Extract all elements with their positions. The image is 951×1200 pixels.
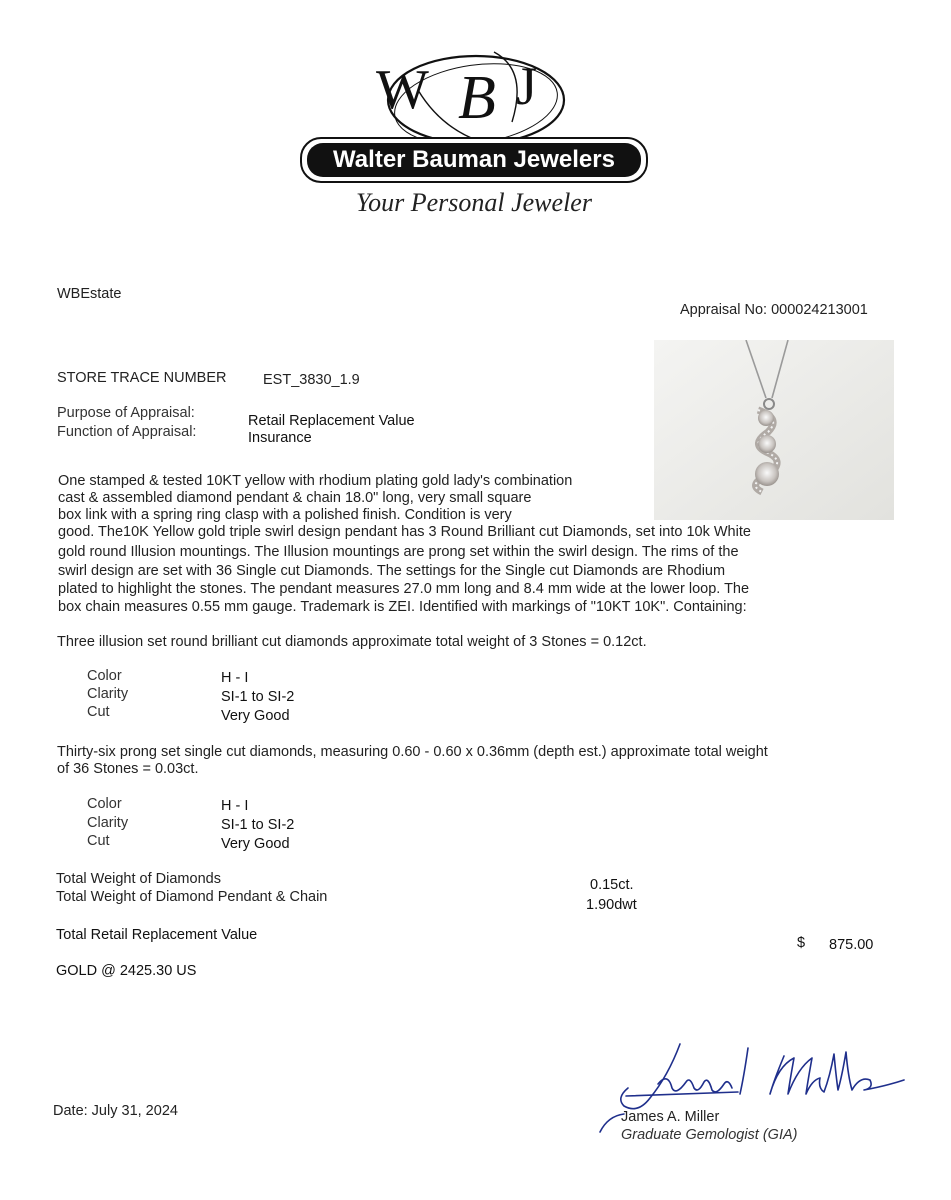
stones2-cut-label: Cut <box>87 833 110 849</box>
purpose-label: Purpose of Appraisal: <box>57 405 195 421</box>
description-line-8: box chain measures 0.55 mm gauge. Trademark is ZEI. Identified with markings of "10KT 10K". Containing: <box>58 599 747 615</box>
stones2-description-line-2: of 36 Stones = 0.03ct. <box>57 761 199 777</box>
purpose-value: Retail Replacement Value <box>248 413 415 429</box>
total-retail-value-label: Total Retail Replacement Value <box>56 927 258 943</box>
currency-symbol: $ <box>797 935 806 951</box>
total-diamond-weight-value: 0.15ct. <box>590 877 634 893</box>
description-line-7: plated to highlight the stones. The pendant measures 27.0 mm long and 8.4 mm wide at the lower loop. The <box>58 581 750 597</box>
stones2-description-line-1: Thirty-six prong set single cut diamonds, measuring 0.60 - 0.60 x 0.36mm (depth est.) approximate total weight <box>57 744 768 760</box>
appraisal-number: Appraisal No: 000024213001 <box>680 302 868 318</box>
stones1-color-label: Color <box>87 668 122 684</box>
function-value: Insurance <box>248 430 312 446</box>
description-line-3: box link with a spring ring clasp with a polished finish. Condition is very <box>58 507 512 523</box>
stones1-description: Three illusion set round brilliant cut diamonds approximate total weight of 3 Stones = 0.12ct. <box>57 634 647 650</box>
stones1-cut-label: Cut <box>87 704 110 720</box>
function-label: Function of Appraisal: <box>57 424 197 440</box>
total-pendant-weight-value: 1.90dwt <box>586 897 637 913</box>
svg-text:J: J <box>516 56 538 116</box>
company-name: Walter Bauman Jewelers <box>333 146 615 173</box>
stones2-color-label: Color <box>87 796 122 812</box>
description-line-5: gold round Illusion mountings. The Illusion mountings are prong set within the swirl design. The rims of the <box>58 544 739 560</box>
stones1-clarity-value: SI-1 to SI-2 <box>221 689 295 705</box>
stones1-clarity-label: Clarity <box>87 686 129 702</box>
stones2-cut-value: Very Good <box>221 836 290 852</box>
total-pendant-weight-label: Total Weight of Diamond Pendant & Chain <box>56 889 328 905</box>
stones2-clarity-value: SI-1 to SI-2 <box>221 817 295 833</box>
client-name: WBEstate <box>57 286 122 302</box>
company-tagline: Your Personal Jeweler <box>356 188 592 217</box>
description-line-1: One stamped & tested 10KT yellow with rhodium plating gold lady's combination <box>58 473 573 489</box>
company-logo <box>298 30 650 230</box>
stones1-color-value: H - I <box>221 670 249 686</box>
svg-text:B: B <box>458 64 496 132</box>
pendant-photo <box>654 340 894 520</box>
svg-text:W: W <box>376 59 429 121</box>
description-line-2: cast & assembled diamond pendant & chain 18.0" long, very small square <box>58 490 532 506</box>
stones2-color-value: H - I <box>221 798 249 814</box>
store-trace-value: EST_3830_1.9 <box>263 372 360 388</box>
total-diamond-weight-label: Total Weight of Diamonds <box>56 871 221 887</box>
description-line-4: good. The10K Yellow gold triple swirl design pendant has 3 Round Brilliant cut Diamonds, set into 10k White <box>58 524 751 540</box>
stones1-cut-value: Very Good <box>221 708 290 724</box>
appraisal-date: Date: July 31, 2024 <box>53 1103 178 1119</box>
stones2-clarity-label: Clarity <box>87 815 129 831</box>
gold-price: GOLD @ 2425.30 US <box>56 963 197 979</box>
signer-name: James A. Miller <box>621 1109 720 1125</box>
description-line-6: swirl design are set with 36 Single cut Diamonds. The settings for the Single cut Diamonds are Rhodium <box>58 563 726 579</box>
signer-title: Graduate Gemologist (GIA) <box>621 1127 798 1143</box>
total-retail-value: 875.00 <box>829 937 874 953</box>
store-trace-label: STORE TRACE NUMBER <box>57 370 227 386</box>
